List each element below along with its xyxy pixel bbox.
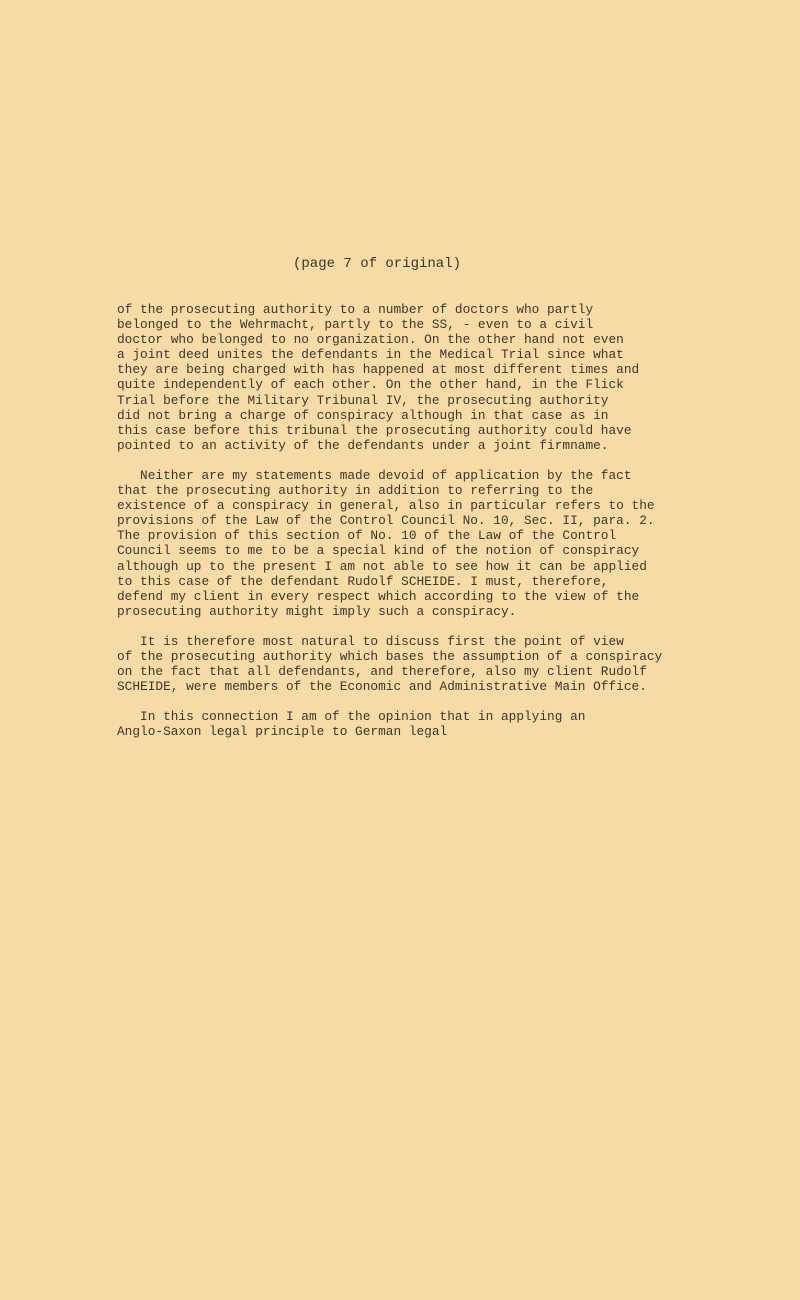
paragraph-2: Neither are my statements made devoid of application by the fact that the prosecuting authority in addition to referring to the existence of a conspiracy in general, also in particular refers to the provisions of the Law of the Control Council No. 10, Sec. II, para. 2. The provision of this section of No. 10 of the Law of the Control Council seems to me to be a special kind of the notion of conspiracy although up to the present I am not able to see how it can be applied to this case of the defendant Rudolf SCHEIDE. I must, therefore, defend my client in every respect which according to the view of the prosecuting authority might imply such a conspiracy. (117, 467, 655, 619)
paragraph-3: It is therefore most natural to discuss first the point of view of the prosecuting authority which bases the assumption of a conspiracy on the fact that all defendants, and therefore, also my client Rudolf SCHEIDE, were members of the Economic and Administrative Main Office. (117, 633, 663, 695)
page-header: (page 7 of original) (292, 256, 462, 272)
paragraph-1: of the prosecuting authority to a number of doctors who partly belonged to the Wehrmacht, partly to the SS, - even to a civil doctor who belonged to no organization. On the other hand not even a joint deed unites the defendants in the Medical Trial since what they are being charged with has happened at most different times and quite independently of each other. On the other hand, in the Flick Trial before the Military Tribunal IV, the prosecuting authority did not bring a charge of conspiracy although in that case as in this case before this tribunal the prosecuting authority could have pointed to an activity of the defendants under a joint firmname. (117, 302, 640, 453)
document-body (117, 302, 757, 739)
paragraph-4: In this connection I am of the opinion that in applying an Anglo-Saxon legal principle to German legal (117, 709, 586, 740)
